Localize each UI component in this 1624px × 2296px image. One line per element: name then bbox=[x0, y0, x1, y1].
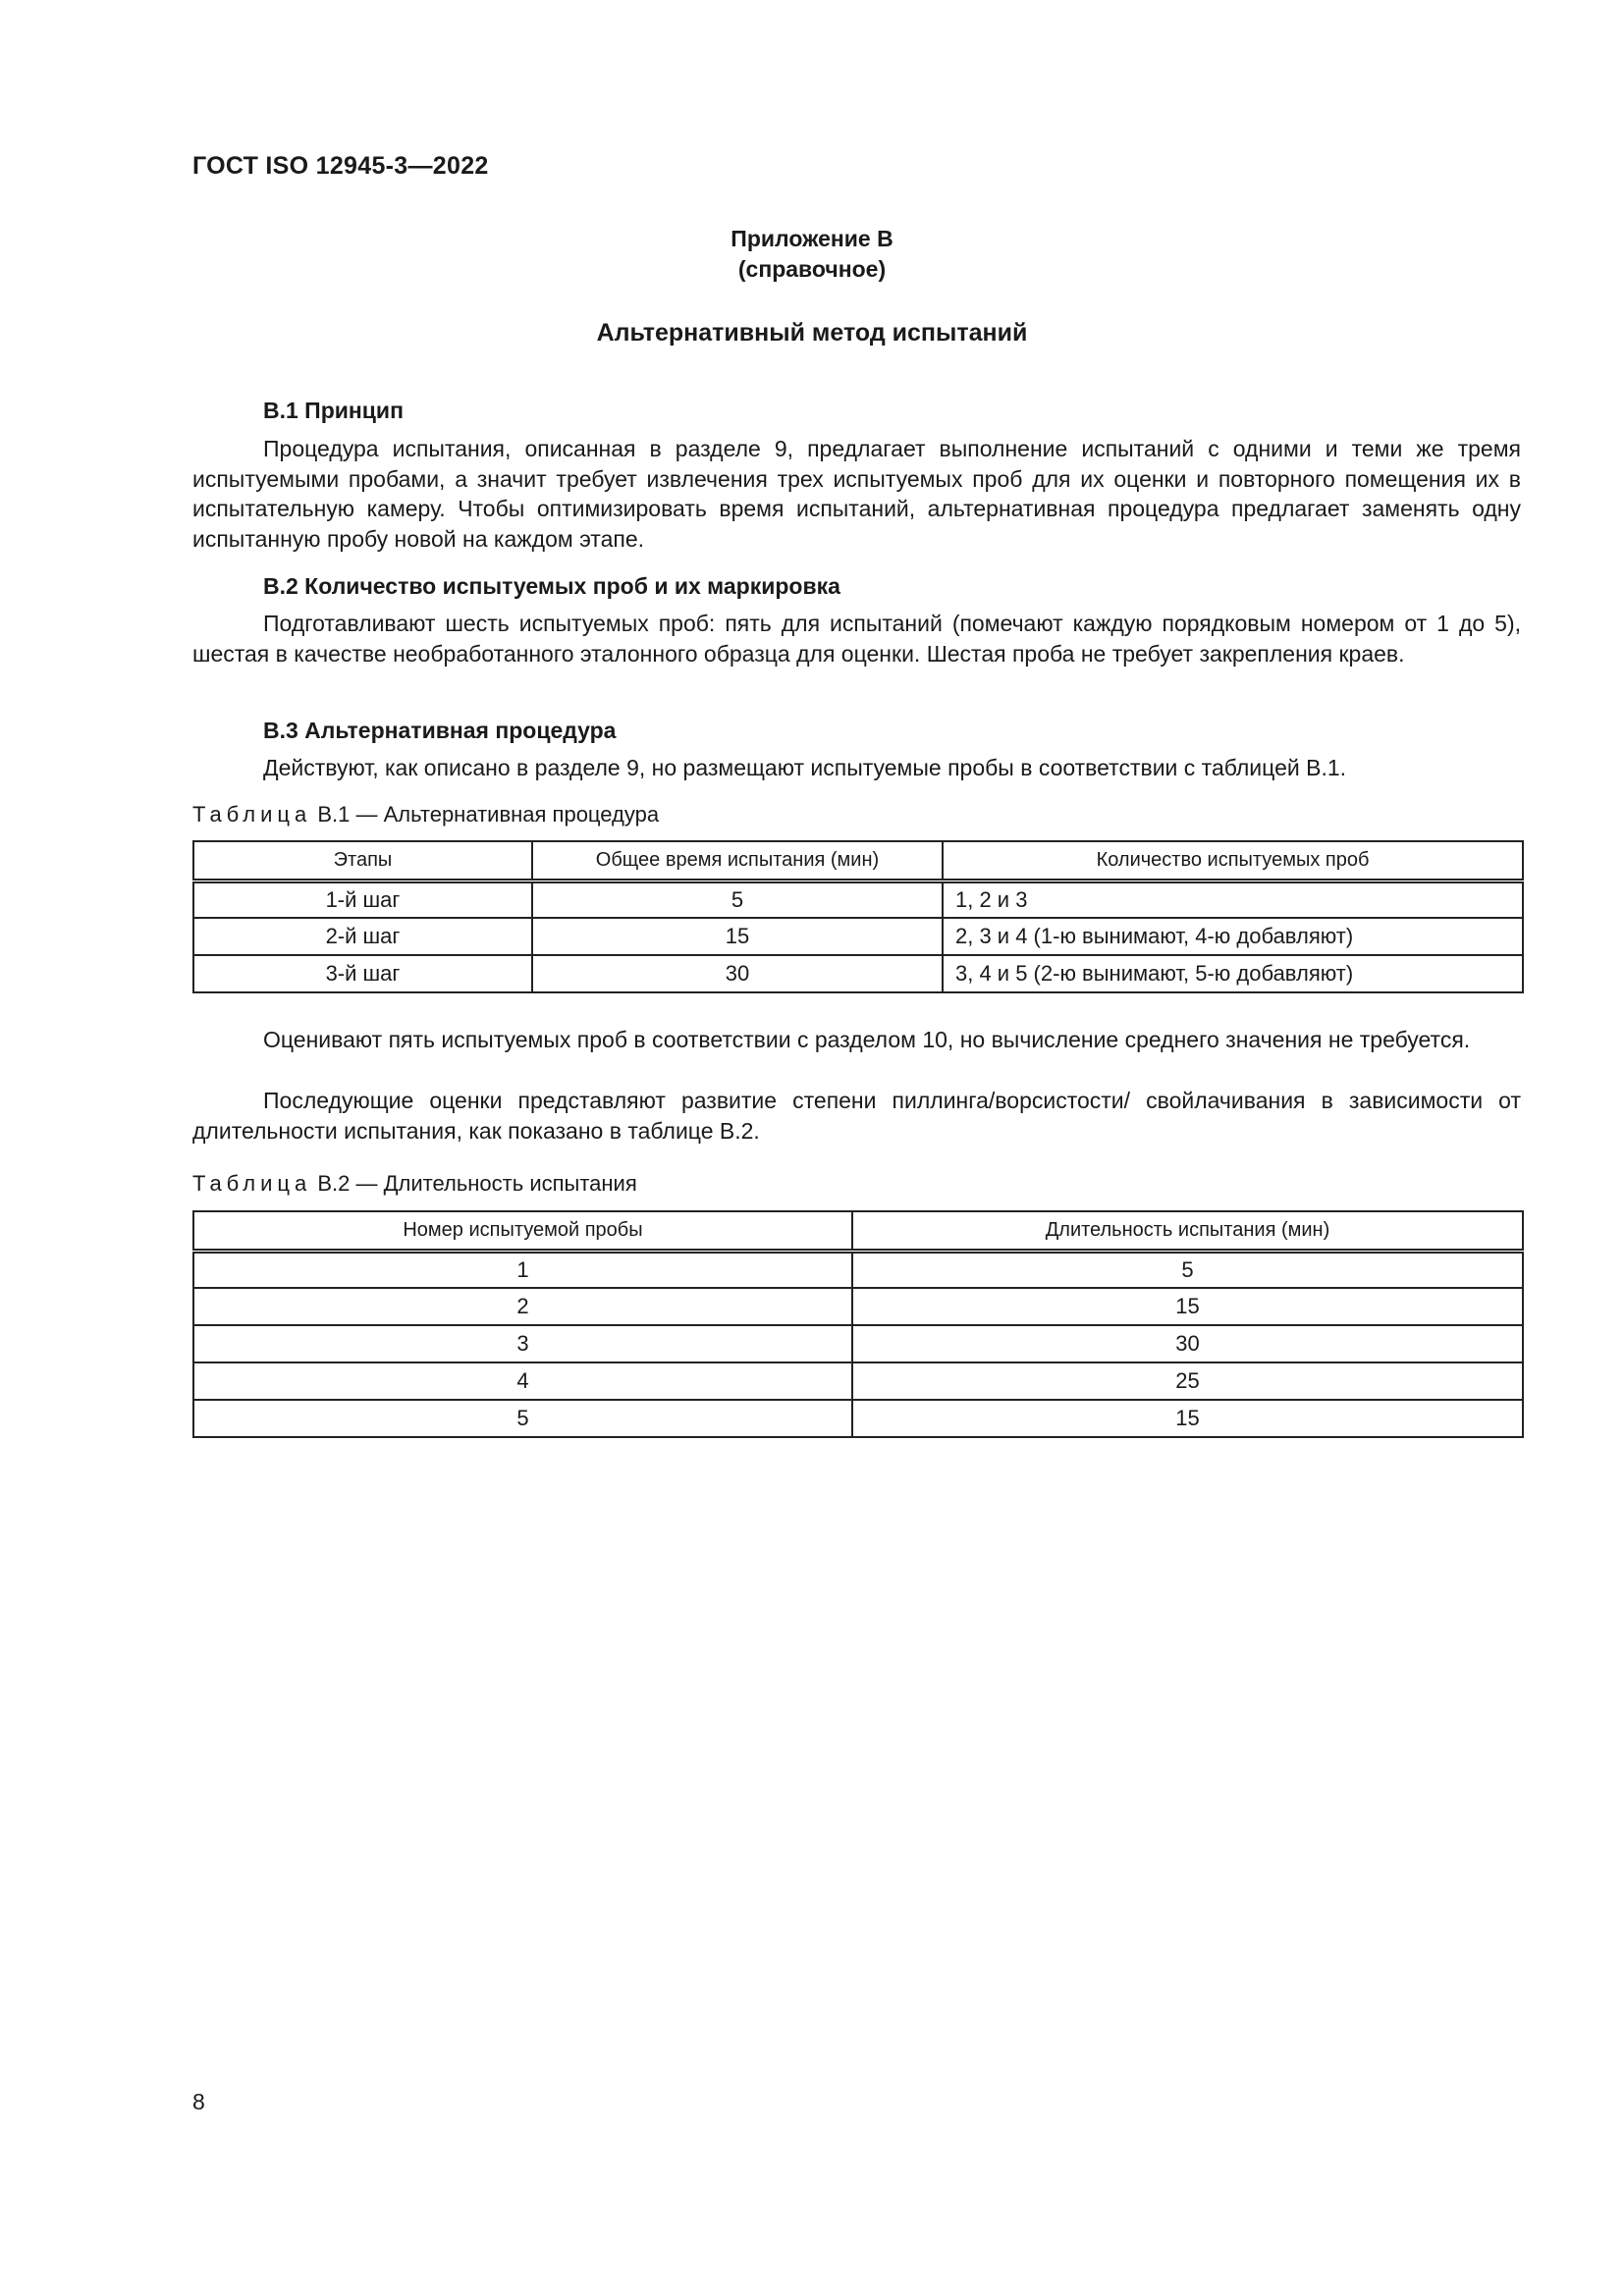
table-cell: 2 bbox=[193, 1288, 852, 1325]
table-cell: 1 bbox=[193, 1251, 852, 1288]
table2-header-cell: Номер испытуемой пробы bbox=[193, 1211, 852, 1251]
section-b2-heading: В.2 Количество испытуемых проб и их маркировка bbox=[263, 573, 840, 599]
table-cell: 1-й шаг bbox=[193, 881, 532, 918]
table-cell: 25 bbox=[852, 1362, 1523, 1400]
table2-header-row bbox=[193, 1211, 1523, 1251]
section-b1-heading: В.1 Принцип bbox=[263, 398, 404, 423]
section-b3-text: Действуют, как описано в разделе 9, но размещают испытуемые пробы в соответствии с таблицей В.1. bbox=[263, 755, 1347, 780]
table-cell: 30 bbox=[532, 955, 943, 992]
annex-label: Приложение В bbox=[731, 226, 893, 251]
table2-caption bbox=[192, 1171, 637, 1197]
page-number: 8 bbox=[192, 2089, 205, 2114]
table-cell: 5 bbox=[532, 881, 943, 918]
table-row bbox=[193, 1251, 1523, 1288]
section-b1-text: Процедура испытания, описанная в разделе 9, предлагает выполнение испытаний с одними и теми же тремя испытуемыми пробами, а значит требует извлечения трех испытуемых проб для их оценки и повторного помещения их в испытательную камеру. Чтобы оптимизировать время испытаний, альтернативная процедура предлагает заменять одну испытанную пробу новой на каждом этапе. bbox=[192, 436, 1521, 552]
table-row bbox=[193, 1288, 1523, 1325]
table-cell: 15 bbox=[532, 918, 943, 955]
table-row bbox=[193, 1400, 1523, 1437]
table-cell: 5 bbox=[852, 1251, 1523, 1288]
table2-caption-word: Таблица bbox=[192, 1171, 312, 1196]
annex-kind: (справочное) bbox=[737, 256, 887, 282]
subsequent-evaluation-paragraph: Последующие оценки представляют развитие степени пиллинга/ворсистости/ свойлачивания в зависимости от длительности испытания, как показано в таблице В.2. bbox=[192, 1088, 1521, 1144]
table1-header-cell: Этапы bbox=[193, 841, 532, 881]
section-b3-heading: В.3 Альтернативная процедура bbox=[263, 718, 617, 743]
table1-caption bbox=[192, 802, 659, 828]
evaluation-paragraph: Оценивают пять испытуемых проб в соответствии с разделом 10, но вычисление среднего значения не требуется. bbox=[263, 1027, 1471, 1052]
table1-caption-word: Таблица bbox=[192, 802, 312, 827]
table1-caption-rest: В.1 — Альтернативная процедура bbox=[311, 802, 660, 827]
table2-header-cell: Длительность испытания (мин) bbox=[852, 1211, 1523, 1251]
table-cell: 30 bbox=[852, 1325, 1523, 1362]
table-cell: 15 bbox=[852, 1288, 1523, 1325]
table-cell: 4 bbox=[193, 1362, 852, 1400]
table1 bbox=[192, 840, 1524, 993]
table-cell: 3-й шаг bbox=[193, 955, 532, 992]
document-code: ГОСТ ISO 12945-3—2022 bbox=[192, 152, 489, 180]
annex-title: Альтернативный метод испытаний bbox=[596, 319, 1028, 347]
table2 bbox=[192, 1210, 1524, 1438]
table2-caption-rest: В.2 — Длительность испытания bbox=[311, 1171, 637, 1196]
table-row bbox=[193, 1362, 1523, 1400]
table-cell: 1, 2 и 3 bbox=[943, 881, 1523, 918]
table-row bbox=[193, 918, 1523, 955]
table1-header-cell: Количество испытуемых проб bbox=[943, 841, 1523, 881]
table1-header-row bbox=[193, 841, 1523, 881]
table-cell: 15 bbox=[852, 1400, 1523, 1437]
table-cell: 5 bbox=[193, 1400, 852, 1437]
table-cell: 2-й шаг bbox=[193, 918, 532, 955]
table-row bbox=[193, 881, 1523, 918]
section-b2-text: Подготавливают шесть испытуемых проб: пять для испытаний (помечают каждую порядковым номером от 1 до 5), шестая в качестве необработанного эталонного образца для оценки. Шестая проба не требует закрепления краев. bbox=[192, 611, 1521, 667]
table-row bbox=[193, 1325, 1523, 1362]
table-row bbox=[193, 955, 1523, 992]
table-cell: 3 bbox=[193, 1325, 852, 1362]
table1-header-cell: Общее время испытания (мин) bbox=[532, 841, 943, 881]
table-cell: 3, 4 и 5 (2-ю вынимают, 5-ю добавляют) bbox=[943, 955, 1523, 992]
table-cell: 2, 3 и 4 (1-ю вынимают, 4-ю добавляют) bbox=[943, 918, 1523, 955]
